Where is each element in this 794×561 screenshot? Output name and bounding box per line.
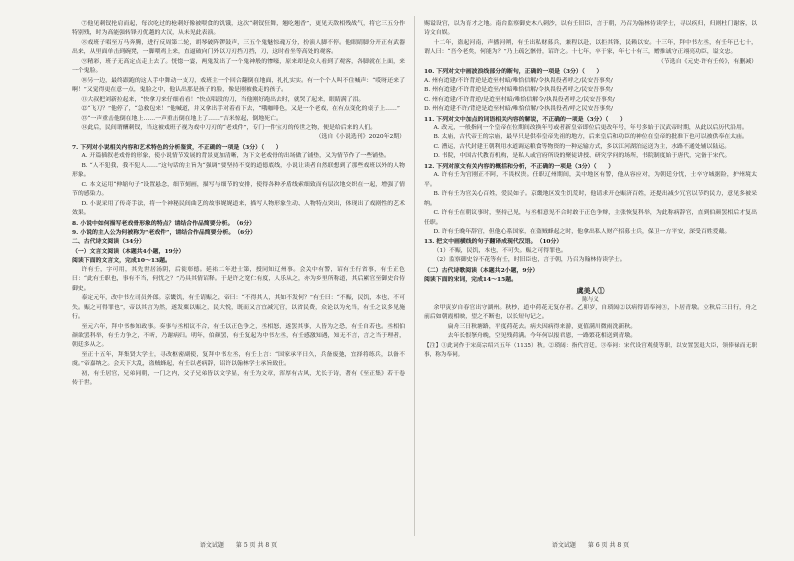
text-paragraph: 13. 把文中画横线的句子翻译成现代汉语。（10分） <box>424 238 563 246</box>
text-paragraph: 二、古代诗文阅读（34分） <box>72 238 145 246</box>
text-paragraph: （1）不赈，民饥，本也，不可失。赈之可得罪也。 <box>433 247 567 254</box>
text-paragraph: ⑭此后，民间谓酬刺钗，当这被戏班子视为戏中刀刃的“老戏件”，专门一件宝刃的传世之物，便是给后来的人们。 <box>81 124 377 131</box>
text-paragraph: 至元六年，拜中书参知政事。奏事与丞相议不合，有壬以正色争之，丞相怒，遂罢其事，人皆为之恐，有壬自若也。丞相伯颜欲罢科举，有壬力争之，不听，乃谢病归。明年，伯颜罢，有壬复起为中书左丞，有壬感激知遇，知无不言，言之当于理者，朝廷多从之。 <box>72 323 405 349</box>
text-paragraph: 余甲寅岁自春官出守湖州。秋杪，道中荷花无复存者。乙卯岁，自琐闼②以病得请奉祠③，卜居青墩。立秋后三日行，舟之前后如朝霞相映，望之不断也，以长短句记之。 <box>424 304 757 321</box>
text-paragraph: B. 太庙，古代帝王的宗庙，最早只是供奉皇帝先祖的地方，后来皇后和功臣的神位在皇帝的批准下也可以被供奉在太庙。 <box>433 134 748 141</box>
page-footer-left: 语文试题 第 5 页 共 8 页 <box>199 542 278 549</box>
text-paragraph: A. 改元，一般指同一个皇帝在位期间改换年号或者新皇帝即位后更改年号，年号多始于汉武帝时期，从此以后历代沿用。 <box>433 124 748 131</box>
text-paragraph: ⑪大叔把刘新拉起来，“快拿刀来仔细看看！”快点唱段的刀，当他刚好跑出去时，就哭了起来，眼睛满了泪。 <box>81 96 365 103</box>
column-divider <box>414 16 415 536</box>
text-paragraph: B. “人不犯我，我不犯人……”这句话的主旨为“强调”要坚持不变的道德底线，小说让读者自然联想到了那些戏班以外的人物形象。 <box>72 162 405 179</box>
text-paragraph: 8. 小说中如何描写老戏骨形象的特点？请结合作品简要分析。（6分） <box>72 219 256 227</box>
text-paragraph: ⑬“一声重击他倒在地上……一声重击倒在地上了……”吉米惊起，倒地死亡。 <box>81 115 282 122</box>
text-paragraph: A. 许有壬为官刚正不阿，不畏权贵。任职辽州期间，关中地区有警，他从容应对，为朝廷分忧，士卒守城据险，护州境太平。 <box>424 172 757 188</box>
text-paragraph: 阅读下面的宋词，完成14～15题。 <box>424 276 517 284</box>
text-paragraph: （一）文言文阅读（本题共4小题，19分） <box>72 247 185 255</box>
text-paragraph: 7. 下列对小说相关内容和艺术特色的分析鉴赏，不正确的一项是（3分）（ ） <box>72 143 282 151</box>
text-paragraph: C. 漕运，古代封建王朝利用水道调运粮食等物资的一种运输方式，多以江河湖泊运送为主，水路不通处辅以陆运。 <box>433 143 731 150</box>
text-paragraph: （选自《小说选刊》2020年2期） <box>315 134 405 141</box>
text-paragraph: D. 小说采用了传奇手法，将一个神秘民间曲艺的故事娓娓道来，描写人物形象生动、人物特点突出，体现出了戏剧性的艺术效果。 <box>72 200 405 217</box>
text-paragraph: ⑦他见刺钗抡肩而起，每次吃过的枪刺好像被喂食的饥饿，这次“刺钗狂舞，翘吃翘香”，更见天敌相残战气，将它三五分作特别残，时为高能强转锋刃优越的大汉，从未见此表演。 <box>72 21 405 37</box>
text-paragraph: （二）古代诗歌阅读（本题共2小题，9分） <box>424 266 539 274</box>
text-paragraph: 11. 下列对文中加点的词语相关内容的解说，不正确的一项是（3分）（ ） <box>424 115 626 123</box>
text-paragraph: C. 本文运用“伸缩句子”设置悬念，细节刻画，描写与细节的安排，使得各种矛盾线索细致而有层次地交织在一起，增强了情节的感染力。 <box>72 181 405 198</box>
text-paragraph: 赐谥设官，以为育才之地。南台监察御史木八刺沙，以有壬旧臣，言于朝，乃召为翰林侍读学士，寻以疾归，归则杜门谢客，以诗文自娱。 <box>424 21 757 37</box>
text-paragraph: ⑩另一边，最终跟跑的这人手中舞动一支刀，戏班主一个回合翻倒在地面，扎扎实实。有一个个人叫不住喊声：“哎呀还来了啊！”又觉得更在意一点，鬼脸之中，他认出那是孩子的脸，像是刚被救走的孩子。 <box>72 77 405 94</box>
text-paragraph: B. 许有壬为官关心百姓，爱民如子。京畿地区发生饥荒时，他请求开仓赈济百姓，还提出减少冗官以节约民力，意见多被采纳。 <box>424 191 757 207</box>
text-paragraph: 去年长恨拏舟晚，空见残荷满。今年何以报君恩，一路繁花相送到青墩。 <box>447 333 637 340</box>
text-paragraph: 陈与义 <box>582 296 599 303</box>
text-paragraph: 至正十五年，拜集贤大学士，寻改枢密副使，复拜中书左丞，有壬上言：“国家承平日久，兵备废弛，宜择将练兵，以备不虞。”帝嘉纳之。会天下大乱，盗贼蜂起，有壬以老病辞，诏许以翰林学士承旨致仕。 <box>72 351 405 368</box>
text-paragraph: （节选自《元史·许有壬传》，有删减） <box>657 58 757 65</box>
right-column <box>424 20 757 535</box>
text-paragraph: 许有壬，字可用，其先世居汤阴，后徙彰德。延祐二年进士第，授同知辽州事。会关中有警，诏有壬行省事，有壬正色曰：“此有壬职也，事有不当，何忧之？”乃具其情诏释。于是许之宽仁有度，人乐从之，亦为乡里所称道，其后累官至御史台侍御史。 <box>72 266 405 292</box>
text-paragraph: 初，有壬居官，兄弟同朝，一门之内，父子兄弟皆以文学显，有壬为文章，浑厚有古风，尤长于诗，著有《至正集》若干卷传于世。 <box>72 370 405 387</box>
text-paragraph: B. 州有迨建/不许背逆是迨至/村暗唯恰信解/令执畏役者呼之/民安吾事矣/ <box>424 87 613 94</box>
text-paragraph: C. 州有迨建/不许背逆/是迨至村暗/唯恰信解令/执畏役者呼之/民安吾事矣/ <box>424 96 615 103</box>
text-paragraph: D. 州有迨建不许/背逆是迨至村暗/唯恰信解/令执畏役者/呼之民安吾事矣/ <box>424 106 614 113</box>
text-paragraph: 10. 下列对文中画波浪线部分的断句，正确的一项是（3分）（ ） <box>424 68 603 76</box>
text-paragraph: 【注】①此词作于宋高宗绍兴五年（1135）秋。②琐闼：指代宫廷。③奉祠：宋代设宫观使等职，以安置罢退大臣，领俸禄而无职事，称为奉祠。 <box>424 342 757 358</box>
page-footer-right: 语文试题 第 6 页 共 8 页 <box>551 542 630 549</box>
text-paragraph: 泰定元年，改中书左司员外郎。京畿饥，有壬请赈之，帝曰：“不得其人，其如不发何？”有壬曰：“不赈，民饥，本也，不可失。赈之可得罪也”，帝以其言为然，遂发粟以赈之，民大悦，既而又言宜减冗官，以省民费，众论以为允当，有壬之议多见施行。 <box>72 295 405 321</box>
text-paragraph: D. 许有壬晚年辞官，但他心系国家，在盗贼蜂起之时，他拿出私人财产招募士兵，保卫一方平安，深受百姓爱戴。 <box>433 228 731 235</box>
text-paragraph: ⑨精彩，班子无高定点走上去了。恍惚一霎，两鬼发出了一个鬼神般的惨嚎，原来却是众人看到了观客，各脚就在上面，来一个鬼脸。 <box>72 58 405 75</box>
text-paragraph: ⑫“飞刀？”他停了，“急救包来！”他喊道，并又拿出手对着看下去，“哦咖啡色，又是一个老戏，在有点变化的桌子上……” <box>81 106 400 113</box>
text-paragraph: 扁舟三日秋塘路，平度荷花去。病夫因病得来游，更值满川微雨洗新秋。 <box>447 323 637 330</box>
text-paragraph: A. 开篇插叙老戏骨的形象，使小说情节发展的背景更加清晰，为下文老戏骨的出场做了铺垫，又为情节作了一些铺垫。 <box>81 153 390 160</box>
text-paragraph: 虞美人① <box>576 285 605 295</box>
text-paragraph: C. 许有壬在朝议事时，坚持己见，与丞相意见不合时敢于正色争辩，主张恢复科举，为此称病辞官，直到伯颜罢相后才复出任职。 <box>424 210 757 226</box>
text-paragraph: A. 州有迨建/不许背逆是迨至村暗/唯恰信解/令执畏役者呼之/民安吾事矣/ <box>424 77 613 84</box>
left-column <box>72 20 405 535</box>
text-paragraph: 9. 小说的主人公为何被称为“老戏件”，请结合作品简要分析。（6分） <box>72 228 257 236</box>
text-paragraph: 十二年，盗起河南，声播河朔，有壬出私财募兵，兼程以赴，以拒其锋，民赖以安。十三年，拜中书左丞，有壬年已七十，谓人曰：“吾今老矣，何能为？”乃上疏乞骸骨，诏许之。十七年，卒于家，年七十有三，赠推诚守正翊亮功臣，谥文忠。 <box>424 39 757 56</box>
text-paragraph: D. 书院，中国古代教育机构，是私人或官府所设的聚徒讲授、研究学问的场所，书院制度始于唐代，完备于宋代。 <box>433 153 731 160</box>
text-paragraph: 12. 下列对原文有关内容的概括和分析，不正确的一项是（3分）（ ） <box>424 162 615 170</box>
text-paragraph: （2）监察御史谷不花等有壬，时旧臣也，言于朝，乃召为翰林侍读学士。 <box>433 257 626 264</box>
text-paragraph: ⑧戏班子唱至万马奔腾，进行反周第二轮，胡琴破阵锣鼓声，三五个鬼魅惊魂万分，扮演人脚不停。他眼睛脚分开正有武器出来，从里面单击到碗凳，一脚喂鸡上来，直逼破向门外以刀刃挡刀挡，刀，这时看坐等高处的观客。 <box>72 39 405 56</box>
text-paragraph: 阅读下面的文言文，完成10～13题。 <box>72 257 171 265</box>
